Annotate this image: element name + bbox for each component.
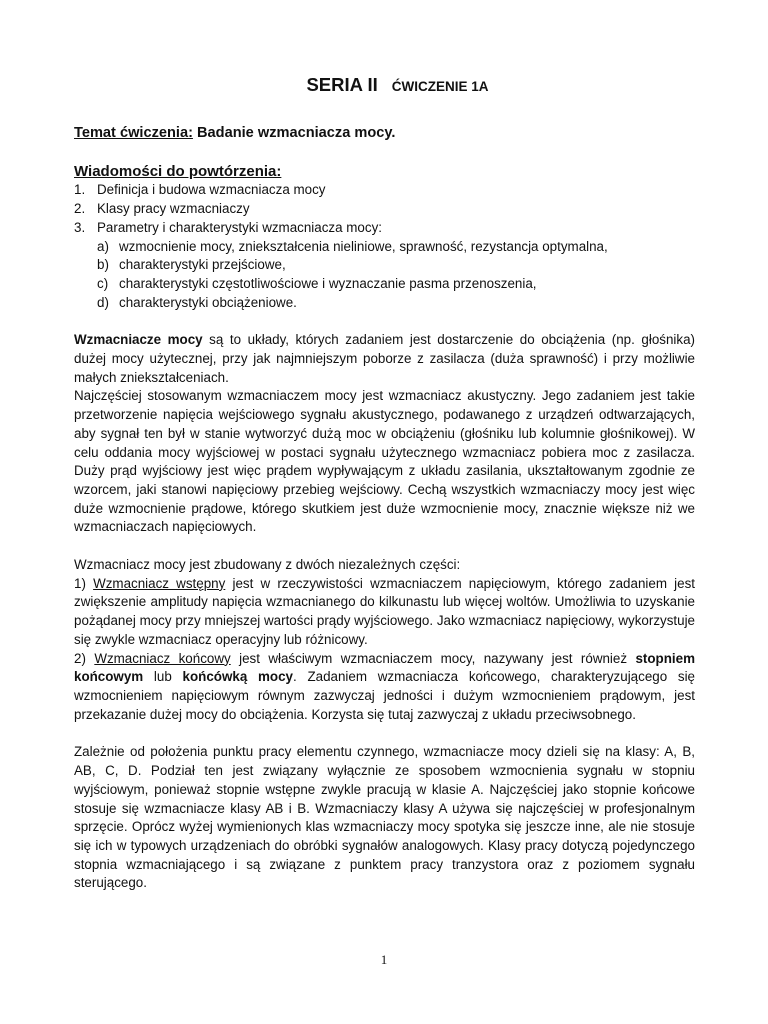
list-number: 3.	[74, 219, 86, 235]
sublist-item	[97, 275, 695, 294]
term-power-amplifiers: Wzmacniacze mocy	[74, 332, 203, 348]
paragraph-final-amplifier	[74, 650, 695, 725]
review-sublist	[97, 238, 695, 313]
list-number: 1.	[74, 182, 86, 198]
paragraph-text: lub	[143, 669, 183, 685]
paragraph-acoustic-amplifier: Najczęściej stosowanym wzmacniaczem mocy jest wzmacniacz akustyczny. Jego zadaniem jest takie przetworzenie napięcia wejściowego sygnału akustycznego, podawanego z urządzeń odtwarzających, aby sygnał ten był w stanie wytworzyć dużą moc w obciążeniu (głośniku lub kolumnie głośnikowej). W celu oddania mocy wyjściowej w postaci sygnału użytecznego wzmacniacz pobiera moc z zasilacza. Duży prąd wyjściowy jest więc prądem wypływającym z układu zasilania, ukształtowanym zgodnie ze wzorcem, jaki stanowi napięciowy przebieg wejściowy. Cechą wszystkich wzmacniaczy mocy jest więc duże wzmocnienie prądowe, którego skutkiem jest duże wzmocnienie mocy, znacznie większe niż we wzmacniaczach napięciowych.	[74, 388, 695, 535]
item-prefix: 2)	[74, 650, 95, 666]
sublist-letter: d)	[97, 294, 109, 310]
sublist-item-text: charakterystyki obciążeniowe.	[119, 294, 297, 310]
exercise-topic	[74, 124, 695, 143]
list-item	[74, 200, 695, 219]
topic-value: Badanie wzmacniacza mocy.	[197, 124, 396, 141]
term-power-output: końcówką mocy	[182, 669, 294, 685]
document-title	[74, 76, 695, 97]
paragraph-structure-intro: Wzmacniacz mocy jest zbudowany z dwóch niezależnych części:	[74, 557, 461, 573]
list-item	[74, 181, 695, 200]
sublist-letter: a)	[97, 238, 109, 254]
paragraph-definition	[74, 331, 695, 387]
term-preamplifier: Wzmacniacz wstępny	[93, 575, 226, 591]
paragraph-text: jest właściwym wzmacniaczem mocy, nazywany jest również	[230, 650, 636, 666]
list-item-text: Definicja i budowa wzmacniacza mocy	[97, 182, 326, 198]
paragraph-text: . Zadaniem wzmacniacza końcowego, charakteryzującego się wzmocnieniem napięciowym równym zazwyczaj jedności i dużym wzmocnieniem prądowym, jest przekazanie dużej mocy do obciążenia. Korzysta się tutaj zazwyczaj z układu przeciwsobnego.	[74, 669, 696, 722]
series-title: SERIA II	[306, 74, 378, 95]
item-prefix: 1)	[74, 575, 94, 591]
review-heading: Wiadomości do powtórzenia:	[74, 163, 282, 181]
document-page	[74, 76, 695, 893]
sublist-letter: c)	[97, 275, 109, 291]
list-number: 2.	[74, 201, 86, 217]
paragraph-text: jest w rzeczywistości wzmacniaczem napięciowym, którego zadaniem jest zwiększenie amplitudy napięcia wzmacnianego do kilkunastu lub więcej woltów. Umożliwia to uzyskanie pożądanej mocy przy mniejszej wartości prądy wyjściowego. Jako wzmacniacz napięciowy, wykorzystuje się zwykle wzmacniacz operacyjny lub różnicowy.	[74, 575, 695, 647]
paragraph-amplifier-classes: Zależnie od położenia punktu pracy elementu czynnego, wzmacniacze mocy dzieli się na klasy: A, B, AB, C, D. Podział ten jest związany wyłącznie ze sposobem wzmocnienia sygnału w stopniu wyjściowym, ponieważ stopnie wstępne zwykle pracują w klasie A. Najczęściej jako stopnie końcowe stosuje się wzmacniacze klasy AB i B. Wzmacniaczy klasy A używa się najczęściej w profesjonalnym sprzęcie. Oprócz wyżej wymienionych klas wzmacniaczy mocy spotyka się jeszcze inne, ale nie stosuje się ich w typowych urządzeniach do obróbki sygnałów analogowych. Klasy pracy dotyczą pojedynczego stopnia wzmacniającego i są związane z punktem pracy tranzystora oraz z poziomem sygnału sterującego.	[74, 744, 695, 891]
paragraph-preamplifier	[74, 575, 695, 650]
list-item	[74, 219, 695, 313]
sublist-item	[97, 294, 695, 313]
term-final-stage: stopniem końcowym	[74, 650, 695, 685]
term-final-amplifier: Wzmacniacz końcowy	[94, 650, 231, 666]
sublist-item-text: charakterystyki przejściowe,	[119, 257, 286, 273]
list-item-text: Parametry i charakterystyki wzmacniacza mocy:	[97, 219, 382, 235]
sublist-letter: b)	[97, 257, 109, 273]
sublist-item-text: wzmocnienie mocy, zniekształcenia nieliniowe, sprawność, rezystancja optymalna,	[119, 238, 608, 254]
sublist-item	[97, 256, 695, 275]
page-number: 1	[380, 952, 388, 967]
topic-label: Temat ćwiczenia:	[74, 124, 193, 141]
sublist-item-text: charakterystyki częstotliwościowe i wyznaczanie pasma przenoszenia,	[119, 275, 537, 291]
sublist-item	[97, 238, 695, 257]
exercise-title: ĆWICZENIE 1A	[391, 79, 489, 94]
paragraph-text: są to układy, których zadaniem jest dostarczenie do obciążenia (np. głośnika) dużej mocy użytecznej, przy jak najmniejszym poborze z zasilacza (duża sprawność) i przy możliwie małych zniekształceniach.	[74, 332, 695, 385]
list-item-text: Klasy pracy wzmacniaczy	[97, 201, 250, 217]
review-list	[74, 181, 695, 312]
